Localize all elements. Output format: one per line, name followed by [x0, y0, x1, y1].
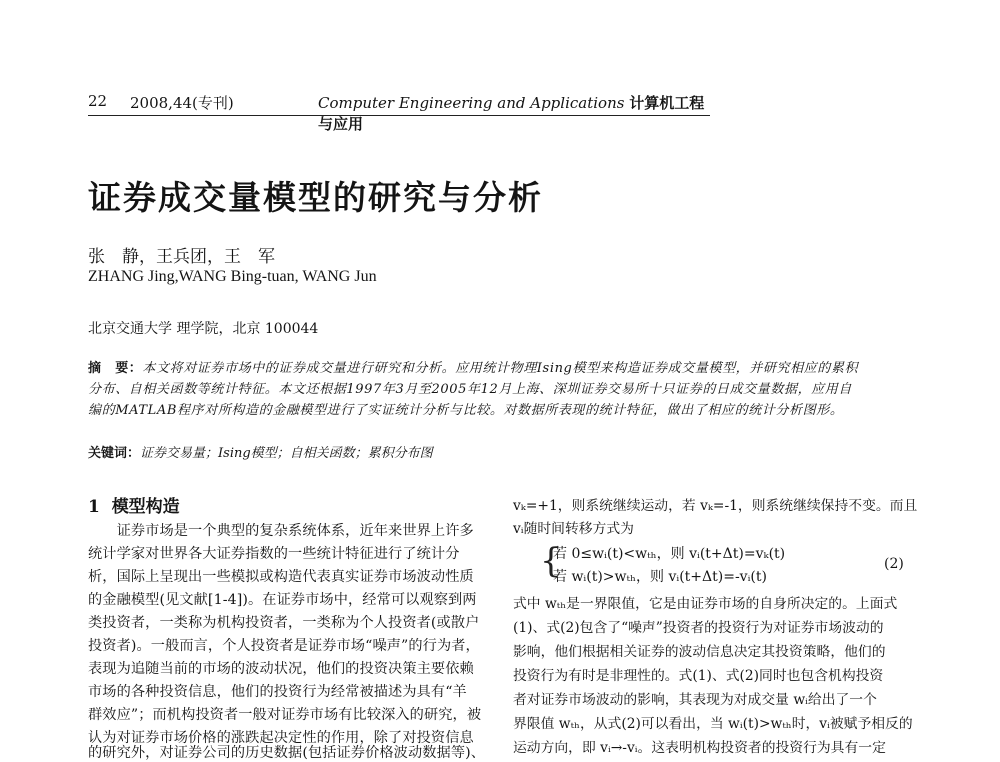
equation-case-1: 若 0≤wᵢ(t)<wₜₕ，则 vᵢ(t+Δt)=vₖ(t)	[553, 546, 786, 562]
body-line: 的金融模型(见文献[1-4])。在证券市场中，经常可以观察到两	[88, 592, 477, 608]
affiliation: 北京交通大学 理学院，北京 100044	[88, 321, 319, 337]
journal-name	[318, 92, 710, 134]
abstract-line: 分布、自相关函数等统计特征。本文还根据1997年3月至2005年12月上海、深圳证券交易所十只证券的日成交量数据，应用自	[88, 382, 852, 397]
body-line: 的研究外，对证券公司的历史数据(包括证券价格波动数据等)、	[88, 745, 486, 761]
keywords-text: 证券交易量；Ising模型；自相关函数；累积分布图	[140, 446, 433, 461]
body-line: vᵢ随时间转移方式为	[513, 521, 634, 537]
body-line: 运动方向，即 vᵢ→-vᵢ。这表明机构投资者的投资行为具有一定	[513, 740, 886, 756]
volume-info: 2008,44(专刊)	[130, 94, 234, 112]
body-line: 界限值 wₜₕ，从式(2)可以看出，当 wᵢ(t)>wₜₕ时，vᵢ被赋予相反的	[513, 716, 913, 732]
keywords-label: 关键词：	[88, 446, 141, 461]
body-line: 析，国际上呈现出一些模拟或构造代表真实证券市场波动性质	[88, 569, 474, 585]
body-line: 市场的各种投资信息，他们的投资行为经常被描述为具有“羊	[88, 684, 467, 700]
journal-name-cn: 计算机工程与应用	[318, 94, 705, 133]
abstract	[88, 358, 912, 421]
authors-english: ZHANG Jing,WANG Bing-tuan, WANG Jun	[88, 268, 377, 285]
body-line: 式中 wₜₕ是一界限值，它是由证券市场的自身所决定的。上面式	[513, 596, 898, 612]
authors-chinese: 张 静，王兵团，王 军	[88, 247, 275, 267]
header-divider	[88, 115, 710, 116]
abstract-label: 摘 要：	[88, 361, 143, 376]
body-line: 表现为追随当前的市场的波动状况，他们的投资决策主要依赖	[88, 661, 474, 677]
body-line: 投资者)。一般而言，个人投资者是证券市场“噪声”的行为者，	[88, 638, 480, 654]
paper-title: 证券成交量模型的研究与分析	[88, 178, 543, 217]
body-line: (1)、式(2)包含了“噪声”投资者的投资行为对证券市场波动的	[513, 620, 884, 636]
abstract-line: 摘 要：本文将对证券市场中的证券成交量进行研究和分析。应用统计物理Ising模型来构造证券成交量模型，并研究相应的累积	[88, 361, 859, 376]
running-header	[88, 92, 710, 133]
section-number: 1	[88, 497, 100, 517]
section-title: 模型构造	[111, 497, 180, 517]
body-line: 类投资者，一类称为机构投资者，一类称为个人投资者(或散户	[88, 615, 480, 631]
journal-name-en: Computer Engineering and Applications	[318, 94, 625, 112]
body-line: vₖ=+1，则系统继续运动，若 vₖ=-1，则系统继续保持不变。而且	[513, 498, 918, 514]
body-line: 统计学家对世界各大证券指数的一些统计特征进行了统计分	[88, 546, 460, 562]
body-line: 者对证券市场波动的影响，其表现为对成交量 wᵢ给出了一个	[513, 692, 877, 708]
abstract-line: 编的MATLAB程序对所构造的金融模型进行了实证统计分析与比较。对数据所表现的统计特征，做出了相应的统计分析图形。	[88, 403, 844, 418]
equation-brace: {	[540, 541, 562, 581]
keywords	[88, 442, 912, 461]
section-heading	[88, 492, 180, 517]
body-line: 影响，他们根据相关证券的波动信息决定其投资策略，他们的	[513, 644, 886, 660]
body-line: 认为对证券市场价格的涨跌起决定性的作用，除了对投资信息	[88, 730, 474, 746]
body-line: 群效应”；而机构投资者一般对证券市场有比较深入的研究，被	[88, 707, 482, 723]
page-number: 22	[88, 92, 108, 110]
equation-number: (2)	[884, 556, 904, 572]
equation-case-2: 若 wᵢ(t)>wₜₕ，则 vᵢ(t+Δt)=-vᵢ(t)	[553, 569, 767, 585]
body-line: 投资行为有时是非理性的。式(1)、式(2)同时也包含机构投资	[513, 668, 884, 684]
body-line: 证券市场是一个典型的复杂系统体系，近年来世界上许多	[88, 523, 474, 539]
